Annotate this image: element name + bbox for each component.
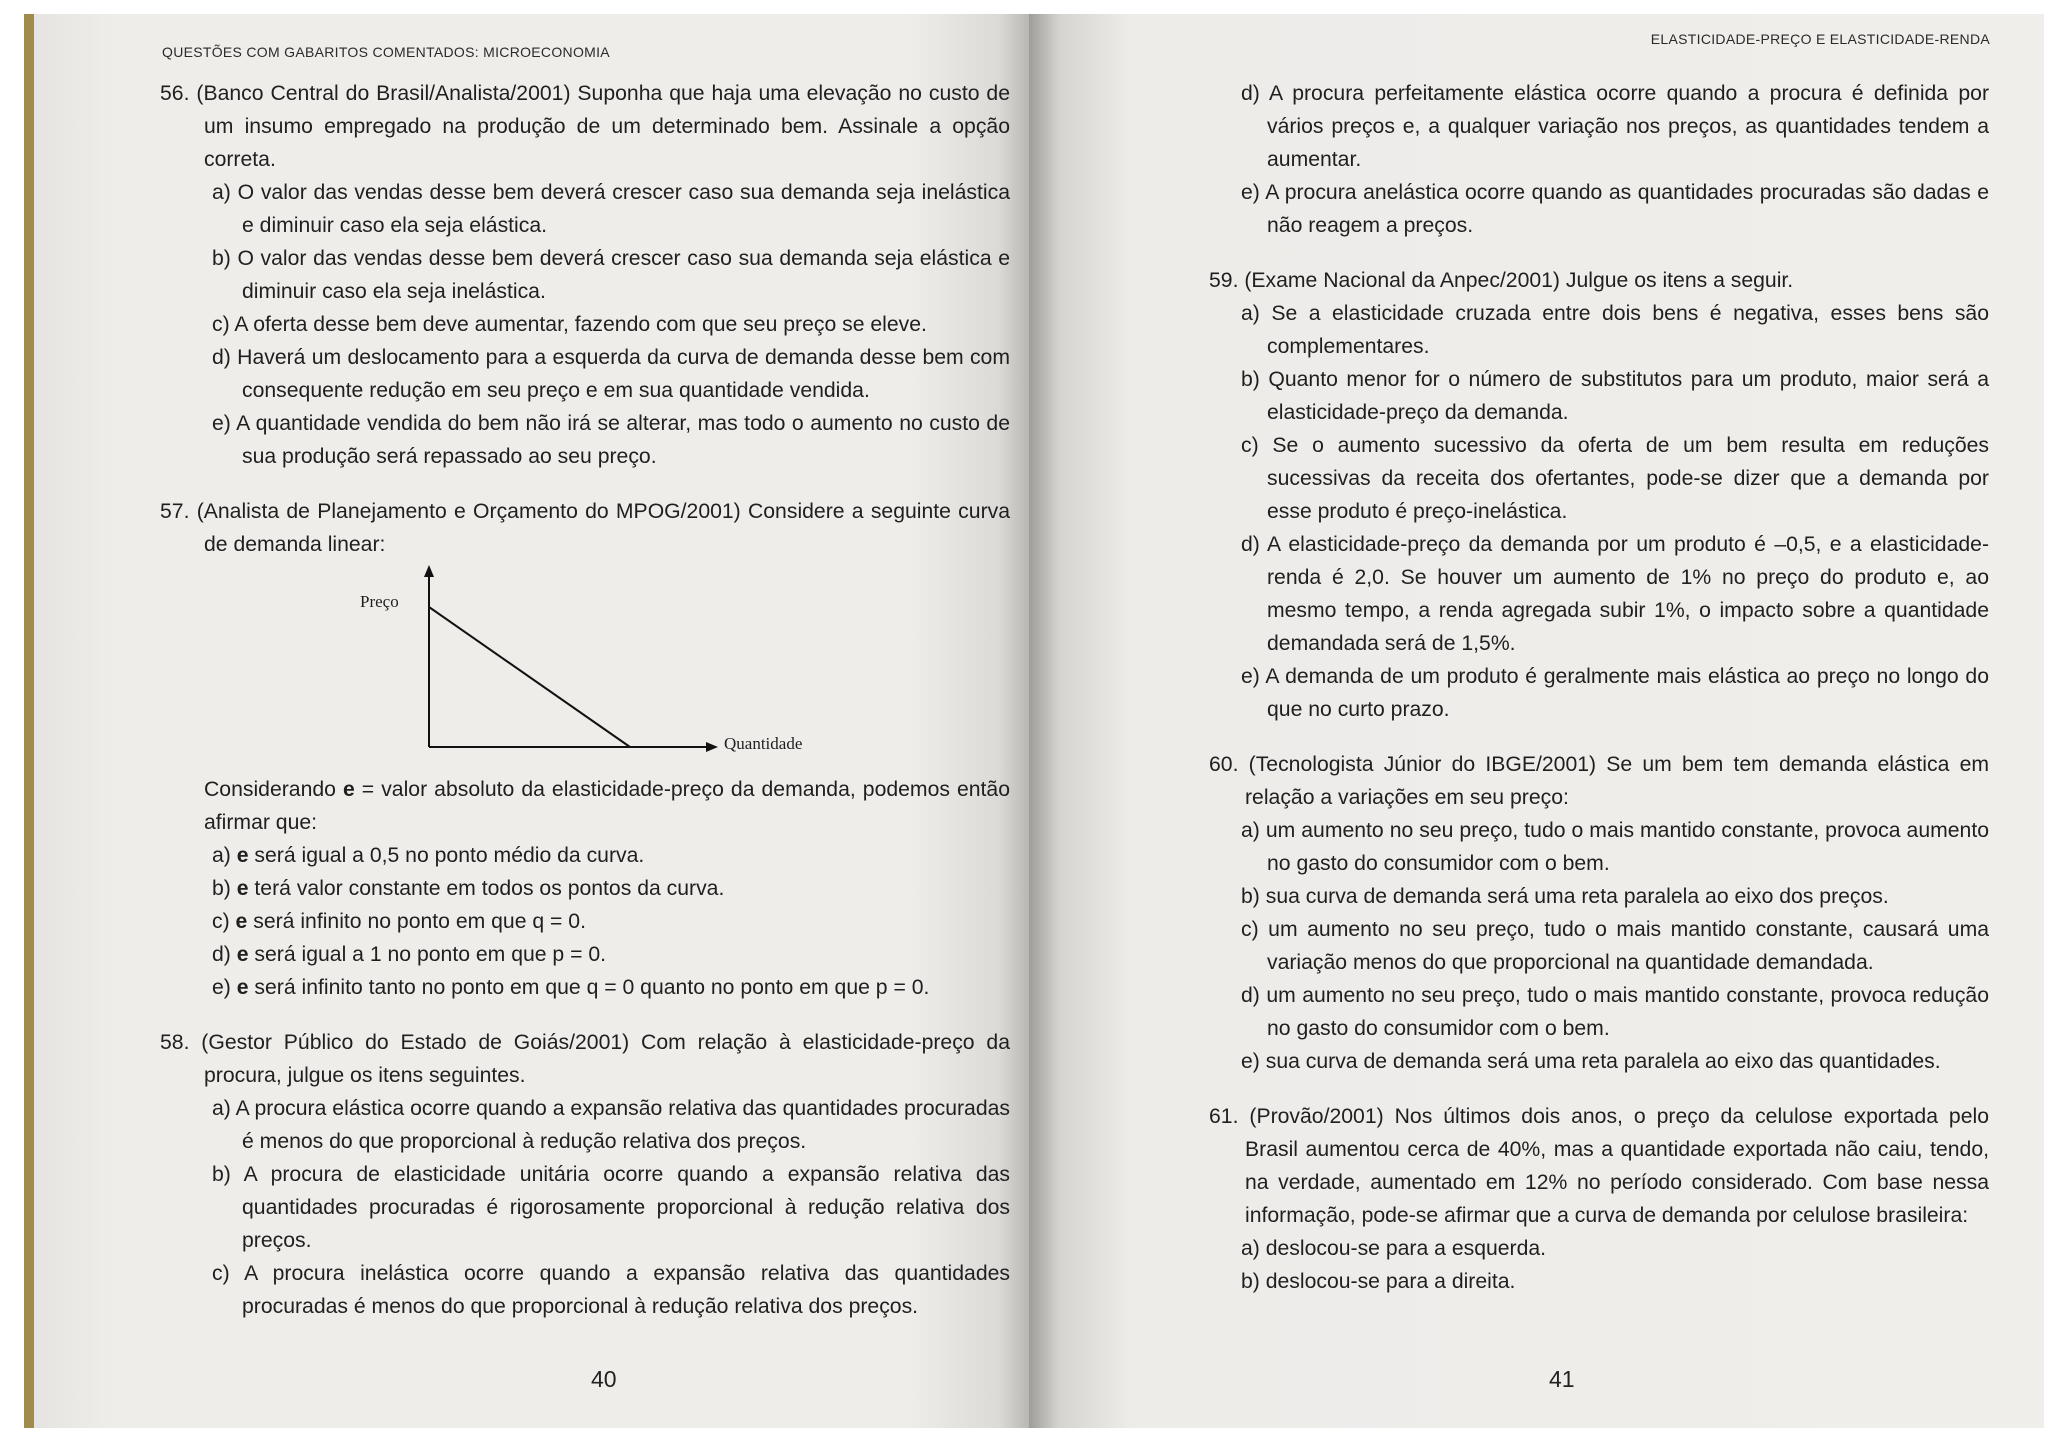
option-e-symbol: e [235, 910, 248, 933]
option-text: será infinito no ponto em que q = 0. [247, 910, 586, 933]
demand-curve-graph [160, 565, 1010, 765]
question-56-option-a: a) O valor das vendas desse bem deverá crescer caso sua demanda seja inelástica e diminuir caso ela seja elástica. [212, 181, 1010, 237]
demand-line [429, 607, 630, 747]
question-60 [1209, 748, 1989, 1078]
option-text: será igual a 0,5 no ponto médio da curva. [248, 844, 645, 867]
option-text: será igual a 1 no ponto em que p = 0. [248, 943, 607, 966]
question-57-option-d [160, 938, 1010, 971]
question-56-option-e: e) A quantidade vendida do bem não irá se alterar, mas todo o aumento no custo de sua produção será repassado ao seu preço. [212, 412, 1010, 468]
question-60-option-a: a) um aumento no seu preço, tudo o mais mantido constante, provoca aumento no gasto do consumidor com o bem. [1241, 819, 1989, 875]
right-column [1209, 77, 1989, 1320]
price-axis-arrow [424, 565, 434, 577]
graph-y-axis-label: Preço [360, 592, 399, 611]
question-59 [1209, 264, 1989, 726]
question-56-option-d: d) Haverá um deslocamento para a esquerda da curva de demanda desse bem com consequente redução em seu preço e em sua quantidade vendida. [212, 346, 1010, 402]
question-60-option-d: d) um aumento no seu preço, tudo o mais mantido constante, provoca redução no gasto do consumidor com o bem. [1241, 984, 1989, 1040]
option-e-symbol: e [236, 877, 249, 900]
question-56-option-b: b) O valor das vendas desse bem deverá crescer caso sua demanda seja elástica e diminuir caso ela seja inelástica. [212, 247, 1010, 303]
question-59-option-c: c) Se o aumento sucessivo da oferta de um bem resulta em reduções sucessivas da receita dos ofertantes, pode-se dizer que a demanda por esse produto é preço-inelástica. [1241, 434, 1989, 523]
question-58 [160, 1026, 1010, 1323]
question-61-stem: 61. (Provão/2001) Nos últimos dois anos, o preço da celulose exportada pelo Brasil aumentou cerca de 40%, mas a quantidade exportada não caiu, tendo, na verdade, aumentado em 12% no período considerado. Com base nessa informação, pode-se afirmar que a curva de demanda por celulose brasileira: [1209, 1105, 1989, 1227]
question-59-option-b: b) Quanto menor for o número de substitutos para um produto, maior será a elasticidade-preço da demanda. [1241, 368, 1989, 424]
question-59-stem: 59. (Exame Nacional da Anpec/2001) Julgue os itens a seguir. [1209, 269, 1794, 292]
question-57-lead-in [160, 773, 1010, 839]
question-58-option-a: a) A procura elástica ocorre quando a expansão relativa das quantidades procuradas é menos do que proporcional à redução relativa dos preços. [212, 1097, 1010, 1153]
lead-in-e-symbol: e [342, 778, 355, 801]
question-58-stem: 58. (Gestor Público do Estado de Goiás/2001) Com relação à elasticidade-preço da procura, julgue os itens seguintes. [160, 1031, 1010, 1087]
right-page [1029, 14, 2044, 1428]
running-header-right: ELASTICIDADE-PREÇO E ELASTICIDADE-RENDA [1650, 31, 1990, 47]
question-57-stem: 57. (Analista de Planejamento e Orçamento do MPOG/2001) Considere a seguinte curva de demanda linear: [160, 500, 1010, 556]
question-60-option-e: e) sua curva de demanda será uma reta paralela ao eixo das quantidades. [1241, 1050, 1941, 1073]
question-58-option-c: c) A procura inelástica ocorre quando a expansão relativa das quantidades procuradas é menos do que proporcional à redução relativa dos preços. [212, 1262, 1010, 1318]
question-61 [1209, 1100, 1989, 1298]
lead-in-part1: Considerando [204, 778, 343, 801]
graph-x-axis-label: Quantidade [724, 734, 803, 753]
question-58-option-d: d) A procura perfeitamente elástica ocorre quando a procura é definida por vários preços e, a qualquer variação nos preços, as quantidades tendem a aumentar. [1241, 82, 1989, 171]
question-60-option-b: b) sua curva de demanda será uma reta paralela ao eixo dos preços. [1241, 885, 1889, 908]
left-column [160, 77, 1010, 1345]
question-59-option-e: e) A demanda de um produto é geralmente mais elástica ao preço no longo do que no curto prazo. [1241, 665, 1989, 721]
question-59-option-d: d) A elasticidade-preço da demanda por um produto é –0,5, e a elasticidade-renda é 2,0. Se houver um aumento de 1% no preço do produto e, ao mesmo tempo, a renda agregada subir 1%, o impacto sobre a quantidade demandada será de 1,5%. [1241, 533, 1989, 655]
question-57-option-c [160, 905, 1010, 938]
question-60-option-c: c) um aumento no seu preço, tudo o mais mantido constante, causará uma variação menos do que proporcional na quantidade demandada. [1241, 918, 1989, 974]
question-58-option-e: e) A procura anelástica ocorre quando as quantidades procuradas são dadas e não reagem a preços. [1241, 181, 1989, 237]
question-56-stem: 56. (Banco Central do Brasil/Analista/2001) Suponha que haja uma elevação no custo de um insumo empregado na produção de um determinado bem. Assinale a opção correta. [160, 82, 1010, 171]
question-57-option-b [160, 872, 1010, 905]
left-page [24, 14, 1029, 1428]
option-prefix: a) [212, 844, 237, 867]
question-57 [160, 495, 1010, 1004]
option-prefix: c) [212, 910, 236, 933]
option-e-symbol: e [236, 844, 249, 867]
open-book [24, 14, 2044, 1428]
running-header-left: QUESTÕES COM GABARITOS COMENTADOS: MICROECONOMIA [162, 44, 610, 60]
option-e-symbol: e [236, 943, 249, 966]
quantity-axis-arrow [706, 742, 718, 752]
page-number-right: 41 [1549, 1366, 1575, 1392]
option-prefix: d) [212, 943, 237, 966]
question-56 [160, 77, 1010, 473]
question-59-option-a: a) Se a elasticidade cruzada entre dois bens é negativa, esses bens são complementares. [1241, 302, 1989, 358]
question-57-option-a [160, 839, 1010, 872]
question-61-option-a: a) deslocou-se para a esquerda. [1241, 1237, 1547, 1260]
option-text: será infinito tanto no ponto em que q = 0 quanto no ponto em que p = 0. [248, 976, 930, 999]
demand-curve-plot [300, 565, 730, 765]
option-prefix: e) [212, 976, 237, 999]
question-58-continued [1209, 77, 1989, 242]
question-56-option-c: c) A oferta desse bem deve aumentar, fazendo com que seu preço se eleve. [212, 313, 927, 336]
question-61-option-b: b) deslocou-se para a direita. [1241, 1270, 1516, 1293]
question-58-option-b: b) A procura de elasticidade unitária ocorre quando a expansão relativa das quantidades procuradas é rigorosamente proporcional à redução relativa dos preços. [212, 1163, 1010, 1252]
option-prefix: b) [212, 877, 237, 900]
page-number-left: 40 [591, 1366, 617, 1392]
option-e-symbol: e [236, 976, 249, 999]
question-57-option-e [160, 971, 1010, 1004]
lead-in-part2: = valor absoluto da elasticidade-preço da demanda, podemos então afirmar que: [204, 778, 1010, 834]
question-60-stem: 60. (Tecnologista Júnior do IBGE/2001) Se um bem tem demanda elástica em relação a variações em seu preço: [1209, 753, 1989, 809]
option-text: terá valor constante em todos os pontos da curva. [248, 877, 725, 900]
